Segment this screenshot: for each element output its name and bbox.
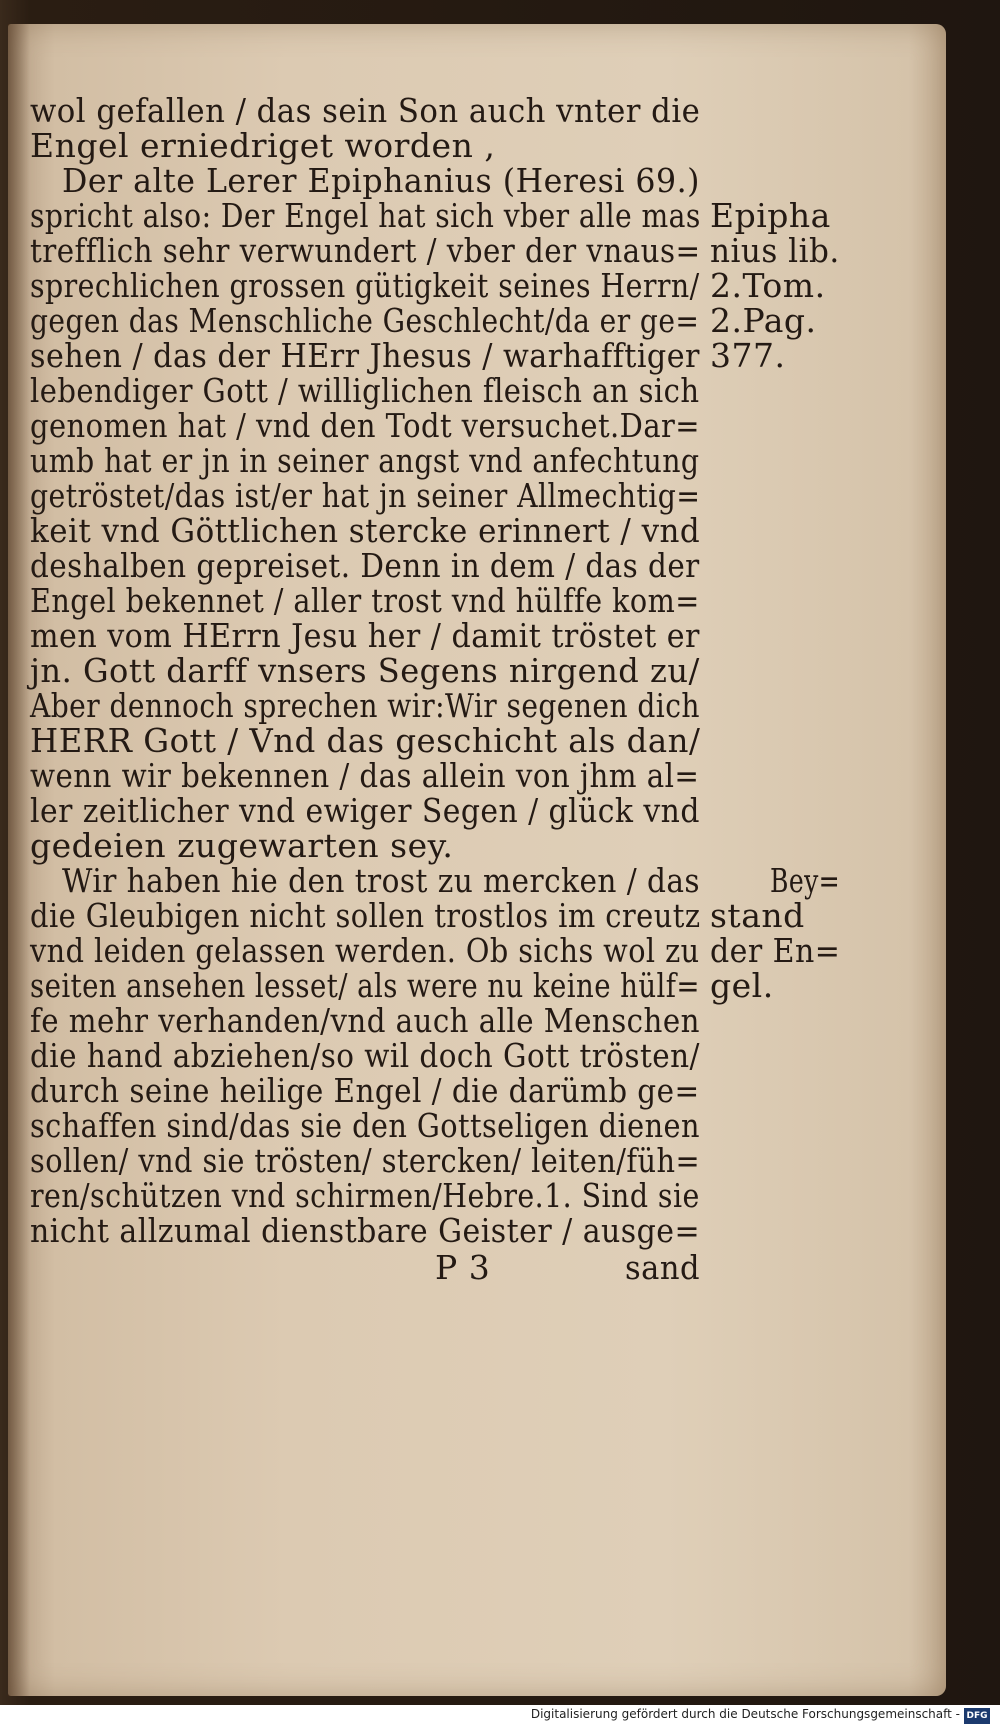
text-line: trefflich sehr verwundert / vber der vnaus=: [30, 231, 701, 270]
text-line: die Gleubigen nicht sollen trostlos im creutz: [30, 896, 701, 935]
text-line: Aber dennoch sprechen wir:Wir segenen dich: [30, 686, 700, 725]
text-line: keit vnd Göttlichen stercke erinnert / vnd: [30, 511, 701, 550]
text-line: schaffen sind/das sie den Gottseligen dienen: [30, 1106, 700, 1145]
text-line: HERR Gott / Vnd das geschicht als dan/: [30, 721, 701, 760]
text-line: gedeien zugewarten sey.: [30, 826, 454, 865]
margin-note-line: stand: [710, 896, 805, 935]
text-line: umb hat er jn in seiner angst vnd anfechtung: [30, 441, 700, 480]
text-line: vnd leiden gelassen werden. Ob sichs wol zu: [30, 931, 700, 970]
text-line: sprechlichen grossen gütigkeit seines Herrn/: [30, 266, 700, 305]
text-line: seiten ansehen lesset/ als were nu keine hülf=: [30, 966, 700, 1005]
margin-note-line: der En=: [710, 931, 841, 970]
text-line: Der alte Lerer Epiphanius (Heresi 69.): [62, 161, 700, 200]
text-line: spricht also: Der Engel hat sich vber alle mas: [30, 196, 701, 235]
margin-note-line: gel.: [710, 966, 774, 1005]
text-line: genomen hat / vnd den Todt versuchet.Dar=: [30, 406, 700, 445]
text-line: Engel bekennet / aller trost vnd hülffe kom=: [30, 581, 700, 620]
text-line: nicht allzumal dienstbare Geister / ausge=: [30, 1211, 701, 1250]
margin-note-line: nius lib.: [710, 231, 840, 270]
margin-note-line: 2.Pag.: [710, 301, 817, 340]
signature-mark: P 3: [435, 1248, 491, 1287]
margin-note-line: 377.: [710, 336, 786, 375]
text-line: getröstet/das ist/er hat jn seiner Allmechtig=: [30, 476, 701, 515]
page-gutter-shadow: [8, 24, 30, 1696]
text-line: die hand abziehen/so wil doch Gott trösten/: [30, 1036, 700, 1075]
text-line: Engel erniedriget worden ,: [30, 126, 496, 165]
text-line: durch seine heilige Engel / die darümb ge=: [30, 1071, 700, 1110]
text-line: wenn wir bekennen / das allein von jhm al=: [30, 756, 700, 795]
text-line: fe mehr verhanden/vnd auch alle Menschen: [30, 1001, 700, 1040]
dfg-logo: DFG: [964, 1708, 990, 1724]
text-line: sollen/ vnd sie trösten/ stercken/ leiten/füh=: [30, 1141, 701, 1180]
catchword: sand: [625, 1248, 701, 1287]
text-line: jn. Gott darff vnsers Segens nirgend zu/: [30, 651, 700, 690]
margin-note-line: Bey=: [770, 861, 841, 900]
text-line: wol gefallen / das sein Son auch vnter die: [30, 91, 701, 130]
margin-note-line: 2.Tom.: [710, 266, 826, 305]
text-line: gegen das Menschliche Geschlecht/da er ge=: [30, 301, 700, 340]
funding-credit: Digitalisierung gefördert durch die Deutsche Forschungsgemeinschaft -: [530, 1707, 960, 1721]
text-line: Wir haben hie den trost zu mercken / das: [62, 861, 701, 900]
text-line: ren/schützen vnd schirmen/Hebre.1. Sind sie: [30, 1176, 700, 1215]
text-line: ler zeitlicher vnd ewiger Segen / glück vnd: [30, 791, 700, 830]
footer-bar: [0, 1705, 1000, 1727]
text-line: deshalben gepreiset. Denn in dem / das der: [30, 546, 700, 585]
text-line: lebendiger Gott / williglichen fleisch an sich: [30, 371, 700, 410]
text-line: men vom HErrn Jesu her / damit tröstet er: [30, 616, 700, 655]
margin-note-line: Epipha: [710, 196, 831, 235]
text-line: sehen / das der HErr Jhesus / warhafftiger: [30, 336, 700, 375]
